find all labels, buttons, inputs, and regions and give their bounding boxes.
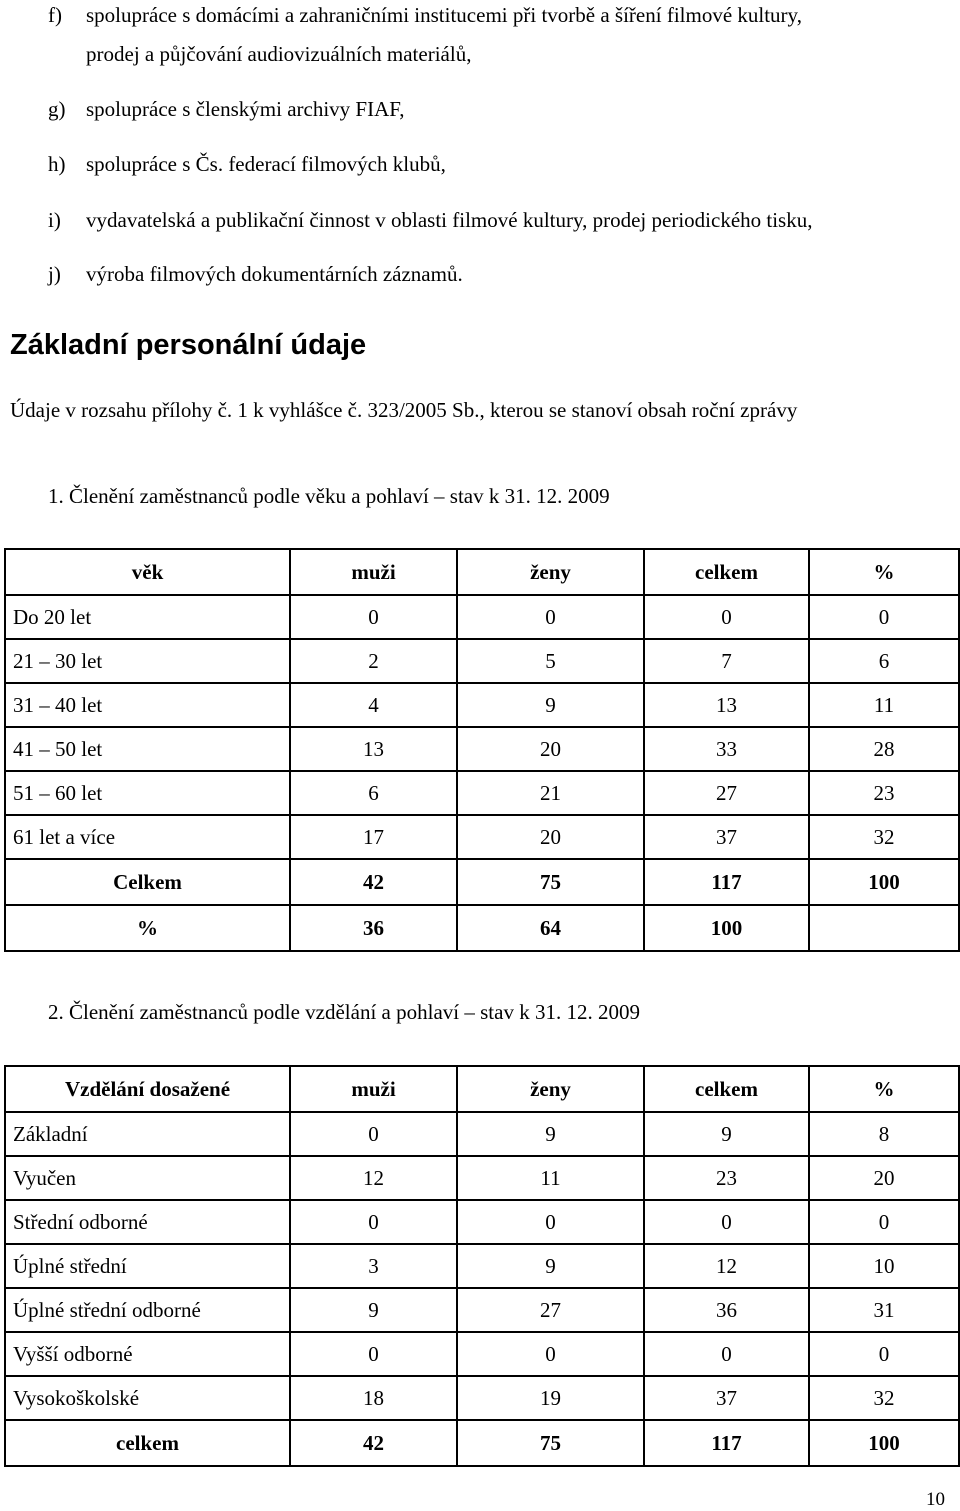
education-gender-table bbox=[4, 1065, 960, 1467]
table-cell: 21 bbox=[457, 771, 644, 815]
table-header-row bbox=[5, 1066, 959, 1112]
table-cell: 100 bbox=[809, 859, 959, 905]
list-item-text: spolupráce s domácími a zahraničními institucemi při tvorbě a šíření filmové kultury, bbox=[86, 3, 802, 27]
column-header: muži bbox=[290, 1066, 457, 1112]
table-cell: 27 bbox=[457, 1288, 644, 1332]
table-cell: 32 bbox=[809, 815, 959, 859]
table-cell: 117 bbox=[644, 859, 809, 905]
table-cell: 10 bbox=[809, 1244, 959, 1288]
table-row bbox=[5, 639, 959, 683]
table-cell: 11 bbox=[809, 683, 959, 727]
table-cell: 75 bbox=[457, 859, 644, 905]
table-cell: 28 bbox=[809, 727, 959, 771]
table1-caption: 1. Členění zaměstnanců podle věku a pohlaví – stav k 31. 12. 2009 bbox=[48, 484, 610, 508]
table-total-row bbox=[5, 1420, 959, 1466]
table-row bbox=[5, 727, 959, 771]
table-cell: 20 bbox=[457, 727, 644, 771]
table-cell: 0 bbox=[290, 595, 457, 639]
table-cell: Do 20 let bbox=[5, 595, 290, 639]
table-cell: 42 bbox=[290, 859, 457, 905]
list-marker: g) bbox=[48, 97, 66, 121]
table-row bbox=[5, 1200, 959, 1244]
page-number: 10 bbox=[926, 1489, 945, 1510]
table-cell: Úplné střední odborné bbox=[5, 1288, 290, 1332]
table-cell: 0 bbox=[809, 1332, 959, 1376]
table-cell: 0 bbox=[809, 1200, 959, 1244]
table-cell: 9 bbox=[457, 1244, 644, 1288]
table-cell: 0 bbox=[457, 1200, 644, 1244]
table2-caption: 2. Členění zaměstnanců podle vzdělání a pohlaví – stav k 31. 12. 2009 bbox=[48, 1000, 640, 1024]
table-cell: 51 – 60 let bbox=[5, 771, 290, 815]
table-cell: 18 bbox=[290, 1376, 457, 1420]
table-cell: 7 bbox=[644, 639, 809, 683]
table-cell: Základní bbox=[5, 1112, 290, 1156]
table-row bbox=[5, 1156, 959, 1200]
table-cell: 33 bbox=[644, 727, 809, 771]
table-header-row bbox=[5, 549, 959, 595]
table-cell: 31 bbox=[809, 1288, 959, 1332]
table-cell: 3 bbox=[290, 1244, 457, 1288]
table-cell: 36 bbox=[290, 905, 457, 951]
table-cell: 27 bbox=[644, 771, 809, 815]
column-header: celkem bbox=[644, 1066, 809, 1112]
table-cell: 20 bbox=[457, 815, 644, 859]
list-marker: i) bbox=[48, 208, 61, 232]
column-header: věk bbox=[5, 549, 290, 595]
table-row bbox=[5, 595, 959, 639]
table-cell: 64 bbox=[457, 905, 644, 951]
table-cell: celkem bbox=[5, 1420, 290, 1466]
list-item-text: spolupráce s Čs. federací filmových klubů, bbox=[86, 152, 446, 176]
table-cell: 100 bbox=[809, 1420, 959, 1466]
table-cell: 0 bbox=[644, 1332, 809, 1376]
table-cell: 75 bbox=[457, 1420, 644, 1466]
table-row bbox=[5, 815, 959, 859]
table-cell: 61 let a více bbox=[5, 815, 290, 859]
table-cell: 0 bbox=[809, 595, 959, 639]
table-cell: Úplné střední bbox=[5, 1244, 290, 1288]
table-cell: 13 bbox=[644, 683, 809, 727]
table-cell: Vyšší odborné bbox=[5, 1332, 290, 1376]
table-row bbox=[5, 1244, 959, 1288]
table-cell: 11 bbox=[457, 1156, 644, 1200]
column-header: ženy bbox=[457, 549, 644, 595]
table-cell: 9 bbox=[457, 683, 644, 727]
column-header: % bbox=[809, 549, 959, 595]
table-cell: 17 bbox=[290, 815, 457, 859]
list-marker: j) bbox=[48, 262, 61, 286]
list-marker: h) bbox=[48, 152, 66, 176]
table-cell: 6 bbox=[290, 771, 457, 815]
table-row bbox=[5, 683, 959, 727]
table-cell: 8 bbox=[809, 1112, 959, 1156]
column-header: ženy bbox=[457, 1066, 644, 1112]
table-cell: Střední odborné bbox=[5, 1200, 290, 1244]
list-item-text: vydavatelská a publikační činnost v oblasti filmové kultury, prodej periodického tisku, bbox=[86, 208, 813, 232]
table-total-row bbox=[5, 859, 959, 905]
table-cell: 0 bbox=[290, 1112, 457, 1156]
column-header: Vzdělání dosažené bbox=[5, 1066, 290, 1112]
table-cell: 5 bbox=[457, 639, 644, 683]
list-marker: f) bbox=[48, 3, 62, 27]
table-cell: 2 bbox=[290, 639, 457, 683]
table-cell: 36 bbox=[644, 1288, 809, 1332]
table-row bbox=[5, 1112, 959, 1156]
table-cell: 23 bbox=[644, 1156, 809, 1200]
table-row bbox=[5, 771, 959, 815]
table-cell: 37 bbox=[644, 815, 809, 859]
table-cell: 20 bbox=[809, 1156, 959, 1200]
table-cell: 9 bbox=[290, 1288, 457, 1332]
table-cell: 0 bbox=[290, 1200, 457, 1244]
table-cell: 13 bbox=[290, 727, 457, 771]
column-header: celkem bbox=[644, 549, 809, 595]
table-cell: 12 bbox=[290, 1156, 457, 1200]
column-header: muži bbox=[290, 549, 457, 595]
section-heading: Základní personální údaje bbox=[10, 329, 367, 361]
list-item-text: spolupráce s členskými archivy FIAF, bbox=[86, 97, 405, 121]
table-row bbox=[5, 1288, 959, 1332]
table-cell: 9 bbox=[644, 1112, 809, 1156]
list-item-text: výroba filmových dokumentárních záznamů. bbox=[86, 262, 463, 286]
table-cell: 12 bbox=[644, 1244, 809, 1288]
table-cell: 4 bbox=[290, 683, 457, 727]
table-cell: 37 bbox=[644, 1376, 809, 1420]
table-cell: % bbox=[5, 905, 290, 951]
table-cell: Vysokoškolské bbox=[5, 1376, 290, 1420]
table-cell: 9 bbox=[457, 1112, 644, 1156]
table-cell: 21 – 30 let bbox=[5, 639, 290, 683]
table-cell: 41 – 50 let bbox=[5, 727, 290, 771]
list-item-text: prodej a půjčování audiovizuálních materiálů, bbox=[86, 42, 472, 66]
table-cell: Celkem bbox=[5, 859, 290, 905]
table-percent-row bbox=[5, 905, 959, 951]
table-cell: 0 bbox=[644, 1200, 809, 1244]
table-cell: 0 bbox=[644, 595, 809, 639]
table-cell: Vyučen bbox=[5, 1156, 290, 1200]
table-cell: 6 bbox=[809, 639, 959, 683]
intro-paragraph: Údaje v rozsahu přílohy č. 1 k vyhlášce č. 323/2005 Sb., kterou se stanoví obsah roční zprávy bbox=[10, 398, 798, 422]
table-row bbox=[5, 1376, 959, 1420]
column-header: % bbox=[809, 1066, 959, 1112]
table-cell: 117 bbox=[644, 1420, 809, 1466]
table-cell bbox=[809, 905, 959, 951]
table-cell: 32 bbox=[809, 1376, 959, 1420]
table-cell: 31 – 40 let bbox=[5, 683, 290, 727]
table-cell: 0 bbox=[290, 1332, 457, 1376]
table-cell: 0 bbox=[457, 595, 644, 639]
table-cell: 42 bbox=[290, 1420, 457, 1466]
table-cell: 0 bbox=[457, 1332, 644, 1376]
table-cell: 19 bbox=[457, 1376, 644, 1420]
table-row bbox=[5, 1332, 959, 1376]
table-cell: 23 bbox=[809, 771, 959, 815]
table-cell: 100 bbox=[644, 905, 809, 951]
age-gender-table bbox=[4, 548, 960, 952]
